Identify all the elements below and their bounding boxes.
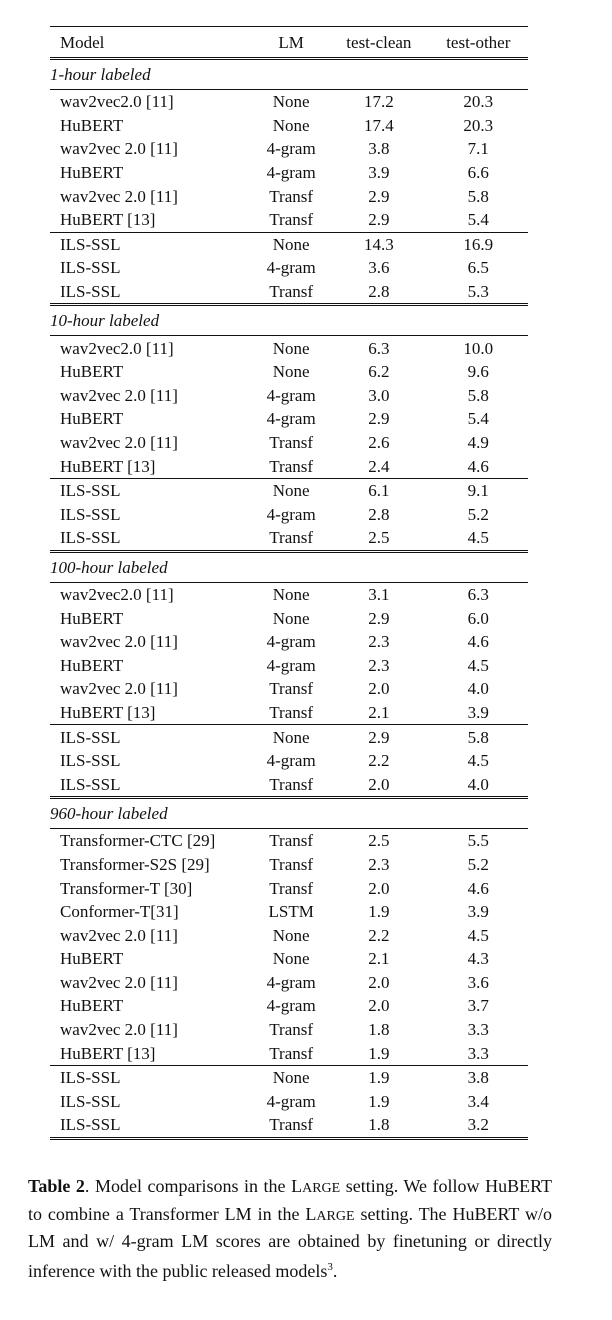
cell-test-other: 6.0 (467, 608, 489, 628)
section-title: 100-hour labeled (50, 551, 528, 582)
section-title: 960-hour labeled (50, 798, 528, 829)
table-row (50, 923, 528, 947)
table-row (50, 677, 528, 701)
cell-test-clean: 2.0 (368, 972, 390, 992)
cell-lm: Transf (253, 280, 329, 305)
cell-test-other: 5.4 (467, 409, 489, 429)
cell-test-clean: 3.1 (368, 584, 390, 604)
table-row (50, 630, 528, 654)
cell-test-clean: 6.3 (368, 338, 390, 358)
table-row (50, 606, 528, 630)
table-row (50, 653, 528, 677)
table-row (50, 701, 528, 725)
cell-model: wav2vec2.0 [11] (60, 584, 174, 604)
cell-model: ILS-SSL (50, 232, 253, 256)
cell-test-clean: 2.3 (368, 632, 390, 652)
table-row (50, 829, 528, 853)
cell-lm: 4-gram (266, 385, 316, 405)
cell-model: HuBERT (60, 996, 124, 1016)
cell-model: HuBERT (60, 608, 124, 628)
cell-model: wav2vec 2.0 [11] (60, 186, 178, 206)
cell-model: wav2vec 2.0 [11] (60, 1020, 178, 1040)
cell-lm: 4-gram (266, 504, 316, 524)
cell-test-clean: 17.2 (364, 92, 394, 112)
cell-test-other: 7.1 (467, 139, 489, 159)
section-header-row (50, 305, 528, 336)
cell-test-other: 5.8 (467, 186, 489, 206)
cell-lm: Transf (269, 702, 314, 722)
cell-test-other: 3.3 (467, 1043, 489, 1063)
cell-lm: 4-gram (266, 139, 316, 159)
cell-test-clean: 1.9 (329, 1065, 428, 1089)
table-row (50, 232, 528, 256)
cell-lm: None (272, 949, 310, 969)
cell-test-other: 9.1 (429, 478, 528, 502)
cell-test-clean: 3.8 (368, 139, 390, 159)
cell-lm: Transf (269, 210, 314, 230)
table-row (50, 725, 528, 749)
cell-test-clean: 2.4 (368, 456, 390, 476)
table-caption (28, 1174, 552, 1284)
cell-lm: Transf (269, 679, 314, 699)
table-row (50, 137, 528, 161)
table-row (50, 360, 528, 384)
cell-lm: Transf (253, 1113, 329, 1138)
table-row (50, 1090, 528, 1114)
cell-model: ILS-SSL (50, 280, 253, 305)
cell-test-clean: 2.6 (368, 433, 390, 453)
cell-lm: Transf (269, 186, 314, 206)
cell-lm: 4-gram (266, 751, 316, 771)
table-row (50, 1041, 528, 1065)
table-row (50, 749, 528, 773)
table-row (50, 900, 528, 924)
cell-lm: Transf (269, 456, 314, 476)
cell-test-clean: 2.2 (368, 751, 390, 771)
cell-test-other: 20.3 (463, 115, 494, 135)
cell-model: HuBERT (60, 163, 124, 183)
cell-test-clean: 2.0 (368, 996, 390, 1016)
cell-test-other: 6.6 (467, 163, 489, 183)
cell-model: ILS-SSL (60, 258, 121, 278)
cell-lm: 4-gram (266, 258, 316, 278)
cell-model: HuBERT (60, 655, 124, 675)
cell-model: wav2vec 2.0 [11] (60, 632, 178, 652)
cell-model: ILS-SSL (50, 725, 253, 749)
table-row (50, 994, 528, 1018)
table-row (50, 1018, 528, 1042)
cell-lm: None (272, 338, 310, 358)
cell-model: wav2vec 2.0 [11] (60, 972, 178, 992)
cell-lm: Transf (253, 526, 329, 551)
cell-lm: 4-gram (266, 1091, 316, 1111)
cell-test-other: 4.0 (467, 679, 489, 699)
caption-smallcaps-1: ARGE (302, 1181, 341, 1196)
cell-model: Transformer-CTC [29] (60, 831, 216, 851)
table-row (50, 503, 528, 527)
cell-test-other: 3.3 (467, 1020, 489, 1040)
cell-test-clean: 2.9 (368, 409, 390, 429)
cell-test-other: 3.8 (429, 1065, 528, 1089)
cell-model: ILS-SSL (60, 751, 121, 771)
cell-model: Transformer-T [30] (60, 878, 193, 898)
cell-lm: Transf (269, 1043, 314, 1063)
table-row (50, 407, 528, 431)
cell-test-clean: 2.9 (329, 725, 428, 749)
cell-lm: None (272, 92, 310, 112)
table-row (50, 256, 528, 280)
table-row (50, 772, 528, 797)
table-row (50, 114, 528, 138)
table-row (50, 526, 528, 551)
header-test-other: test-other (429, 27, 528, 59)
table-row (50, 947, 528, 971)
cell-test-other: 5.4 (467, 210, 489, 230)
header-model: Model (50, 27, 253, 59)
caption-text-1: . Model comparisons in the L (84, 1176, 303, 1196)
cell-test-clean: 14.3 (329, 232, 428, 256)
cell-model: wav2vec 2.0 [11] (60, 433, 178, 453)
cell-lm: None (272, 925, 310, 945)
cell-lm: 4-gram (266, 632, 316, 652)
cell-test-other: 5.8 (467, 385, 489, 405)
table-row (50, 478, 528, 502)
caption-smallcaps-2: ARGE (316, 1208, 355, 1224)
cell-model: HuBERT [13] (60, 210, 156, 230)
table-row (50, 431, 528, 455)
cell-model: HuBERT (60, 115, 124, 135)
cell-lm: 4-gram (266, 655, 316, 675)
cell-test-clean: 6.2 (368, 362, 390, 382)
table-header-row (50, 27, 528, 59)
cell-lm: None (253, 478, 329, 502)
table-row (50, 454, 528, 478)
cell-lm: 4-gram (266, 996, 316, 1016)
table-row (50, 1113, 528, 1138)
table-row (50, 384, 528, 408)
cell-test-other: 9.6 (467, 362, 489, 382)
cell-model: ILS-SSL (60, 1091, 121, 1111)
cell-test-other: 5.8 (429, 725, 528, 749)
cell-lm: None (272, 608, 310, 628)
table-row (50, 582, 528, 606)
cell-lm: Transf (269, 878, 314, 898)
section-header-row (50, 798, 528, 829)
cell-test-other: 3.7 (467, 996, 489, 1016)
cell-test-clean: 2.9 (368, 186, 390, 206)
section-title: 10-hour labeled (50, 305, 528, 336)
cell-test-other: 4.5 (467, 925, 489, 945)
table-row (50, 280, 528, 305)
cell-test-other: 4.6 (467, 632, 489, 652)
cell-test-other: 4.5 (467, 751, 489, 771)
cell-test-other: 5.3 (429, 280, 528, 305)
cell-test-other: 4.5 (429, 526, 528, 551)
cell-test-other: 16.9 (429, 232, 528, 256)
cell-lm: LSTM (268, 902, 314, 922)
caption-text-2: setting. We follow HuBERT to combine a Transformer LM in the L (28, 1176, 553, 1224)
cell-model: HuBERT (60, 409, 124, 429)
header-test-clean: test-clean (329, 27, 428, 59)
cell-test-clean: 2.9 (368, 210, 390, 230)
cell-test-clean: 1.9 (368, 902, 390, 922)
cell-model: Conformer-T[31] (60, 902, 179, 922)
cell-test-clean: 2.0 (329, 772, 428, 797)
cell-test-other: 4.0 (429, 772, 528, 797)
cell-test-other: 3.2 (429, 1113, 528, 1138)
cell-test-clean: 3.6 (368, 258, 390, 278)
cell-lm: Transf (269, 854, 314, 874)
cell-test-clean: 17.4 (364, 115, 394, 135)
cell-test-clean: 3.9 (368, 163, 390, 183)
cell-test-other: 4.6 (467, 456, 489, 476)
cell-test-other: 4.3 (467, 949, 489, 969)
cell-test-other: 4.6 (467, 878, 489, 898)
table-row (50, 1065, 528, 1089)
cell-test-clean: 1.8 (368, 1020, 390, 1040)
table-row (50, 853, 528, 877)
table-row (50, 208, 528, 232)
cell-test-other: 6.3 (467, 584, 489, 604)
section-header-row (50, 59, 528, 90)
caption-text-3: setting. The HuBERT w/o LM and w/ 4-gram LM scores are obtained by finetuning or directly inference with the public released models (28, 1203, 552, 1281)
cell-model: Transformer-S2S [29] (60, 854, 210, 874)
table-row (50, 876, 528, 900)
table-row (50, 184, 528, 208)
cell-test-clean: 2.3 (368, 655, 390, 675)
cell-test-other: 20.3 (463, 92, 494, 112)
cell-model: HuBERT [13] (60, 456, 156, 476)
section-header-row (50, 551, 528, 582)
caption-footnote-marker: 3 (327, 1260, 333, 1273)
cell-test-clean: 2.9 (368, 608, 390, 628)
section-title: 1-hour labeled (50, 59, 528, 90)
cell-test-clean: 6.1 (329, 478, 428, 502)
cell-test-other: 3.9 (467, 702, 489, 722)
cell-lm: 4-gram (266, 972, 316, 992)
cell-test-clean: 2.0 (368, 679, 390, 699)
cell-lm: None (253, 232, 329, 256)
cell-model: HuBERT (60, 362, 124, 382)
caption-label: Table 2 (28, 1176, 85, 1196)
cell-model: wav2vec 2.0 [11] (60, 925, 178, 945)
cell-test-other: 5.2 (467, 504, 489, 524)
cell-lm: Transf (269, 831, 314, 851)
cell-test-clean: 2.8 (329, 280, 428, 305)
table-row (50, 90, 528, 114)
cell-test-other: 3.4 (467, 1091, 489, 1111)
cell-test-other: 5.5 (467, 831, 489, 851)
cell-test-clean: 2.2 (368, 925, 390, 945)
cell-lm: Transf (253, 772, 329, 797)
cell-lm: 4-gram (266, 163, 316, 183)
cell-test-clean: 2.8 (368, 504, 390, 524)
cell-model: wav2vec 2.0 [11] (60, 385, 178, 405)
cell-lm: 4-gram (266, 409, 316, 429)
cell-model: wav2vec 2.0 [11] (60, 139, 178, 159)
cell-lm: None (272, 115, 310, 135)
cell-test-other: 3.9 (467, 902, 489, 922)
cell-model: HuBERT [13] (60, 1043, 156, 1063)
cell-model: ILS-SSL (50, 478, 253, 502)
cell-test-clean: 2.5 (368, 831, 390, 851)
cell-test-other: 10.0 (463, 338, 494, 358)
cell-test-other: 4.9 (467, 433, 489, 453)
cell-lm: None (253, 725, 329, 749)
cell-test-clean: 2.0 (368, 878, 390, 898)
table-row (50, 161, 528, 185)
cell-model: wav2vec2.0 [11] (60, 92, 174, 112)
cell-test-clean: 2.5 (329, 526, 428, 551)
results-table (50, 26, 528, 1140)
table-row (50, 336, 528, 360)
cell-model: ILS-SSL (50, 1113, 253, 1138)
table-row (50, 971, 528, 995)
cell-test-clean: 1.9 (368, 1091, 390, 1111)
cell-lm: Transf (269, 1020, 314, 1040)
caption-text-4: . (332, 1260, 338, 1281)
cell-model: HuBERT [13] (60, 702, 156, 722)
cell-model: ILS-SSL (50, 772, 253, 797)
cell-test-other: 3.6 (467, 972, 489, 992)
cell-model: ILS-SSL (60, 504, 121, 524)
cell-model: ILS-SSL (50, 526, 253, 551)
cell-test-other: 4.5 (467, 655, 489, 675)
cell-lm: None (253, 1065, 329, 1089)
cell-test-clean: 1.8 (329, 1113, 428, 1138)
table-body (50, 59, 528, 1139)
header-lm: LM (253, 27, 329, 59)
cell-test-other: 6.5 (467, 258, 489, 278)
cell-model: wav2vec2.0 [11] (60, 338, 174, 358)
cell-model: wav2vec 2.0 [11] (60, 679, 178, 699)
cell-test-clean: 1.9 (368, 1043, 390, 1063)
cell-test-clean: 3.0 (368, 385, 390, 405)
cell-model: ILS-SSL (50, 1065, 253, 1089)
cell-test-other: 5.2 (467, 854, 489, 874)
cell-lm: None (272, 362, 310, 382)
cell-test-clean: 2.1 (368, 949, 390, 969)
cell-test-clean: 2.1 (368, 702, 390, 722)
cell-test-clean: 2.3 (368, 854, 390, 874)
cell-lm: None (272, 584, 310, 604)
cell-model: HuBERT (60, 949, 124, 969)
cell-lm: Transf (269, 433, 314, 453)
